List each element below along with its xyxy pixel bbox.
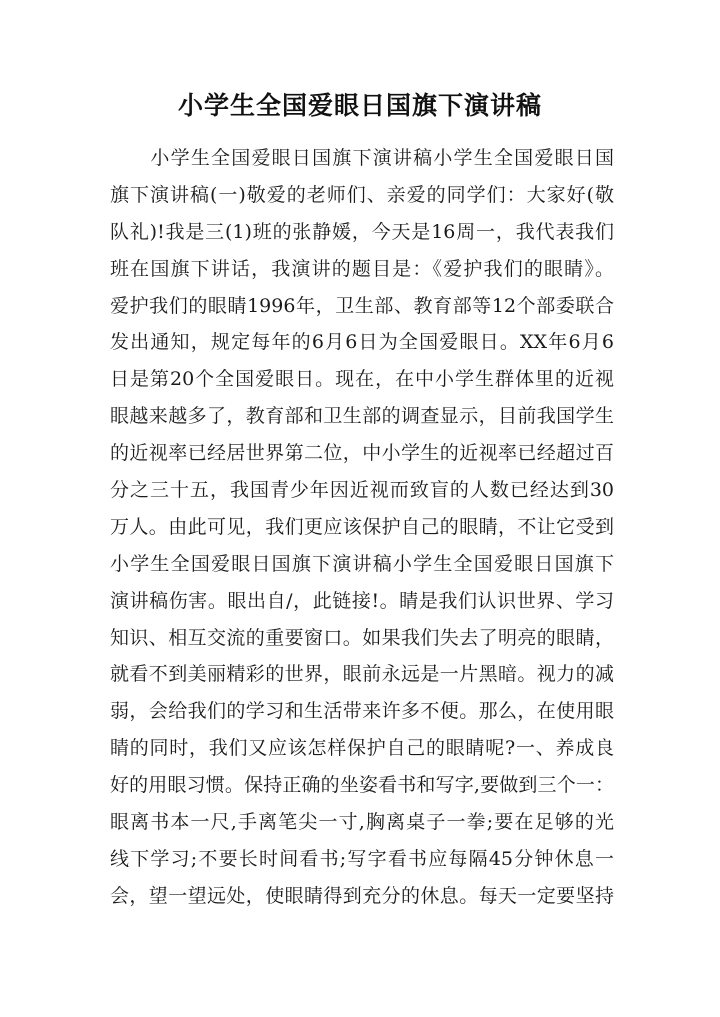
- body-line: 好的用眼习惯。保持正确的坐姿看书和写字,要做到三个一：: [110, 774, 614, 797]
- body-line: 会，望一望远处，使眼睛得到充分的休息。每天一定要坚持: [110, 884, 614, 907]
- body-line: 弱，会给我们的学习和生活带来许多不便。那么，在使用眼: [110, 700, 614, 723]
- body-line: 眼离书本一尺,手离笔尖一寸,胸离桌子一拳;要在足够的光: [110, 811, 614, 834]
- document-body: [110, 140, 614, 915]
- body-line: 睛的同时，我们又应该怎样保护自己的眼睛呢?一、养成良: [110, 737, 614, 760]
- body-line: 发出通知，规定每年的6月6日为全国爱眼日。XX年6月6: [110, 331, 614, 354]
- body-line: 线下学习;不要长时间看书;写字看书应每隔45分钟休息一: [110, 847, 614, 870]
- body-line: 爱护我们的眼睛1996年，卫生部、教育部等12个部委联合: [110, 294, 614, 317]
- body-line: 小学生全国爱眼日国旗下演讲稿小学生全国爱眼日国: [110, 147, 614, 169]
- body-line: 万人。由此可见，我们更应该保护自己的眼睛，不让它受到: [110, 515, 614, 538]
- body-line: 就看不到美丽精彩的世界，眼前永远是一片黑暗。视力的减: [110, 663, 614, 686]
- body-line: 分之三十五，我国青少年因近视而致盲的人数已经达到30: [110, 479, 614, 502]
- document-title: 小学生全国爱眼日国旗下演讲稿: [177, 91, 542, 120]
- body-line: 小学生全国爱眼日国旗下演讲稿小学生全国爱眼日国旗下: [110, 552, 614, 575]
- body-line: 演讲稿伤害。眼出自/，此链接!。睛是我们认识世界、学习: [110, 589, 614, 612]
- body-line: 旗下演讲稿(一)敬爱的老师们、亲爱的同学们：大家好(敬: [110, 183, 614, 206]
- body-line: 眼越来越多了，教育部和卫生部的调查显示，目前我国学生: [110, 405, 614, 428]
- body-line: 班在国旗下讲话，我演讲的题目是：《爱护我们的眼睛》。: [110, 257, 614, 280]
- body-line: 队礼)!我是三(1)班的张静媛，今天是16周一，我代表我们: [110, 220, 614, 243]
- body-line: 的近视率已经居世界第二位，中小学生的近视率已经超过百: [110, 442, 614, 465]
- body-line: 知识、相互交流的重要窗口。如果我们失去了明亮的眼睛，: [110, 626, 614, 649]
- body-line: 日是第20个全国爱眼日。现在，在中小学生群体里的近视: [110, 368, 614, 391]
